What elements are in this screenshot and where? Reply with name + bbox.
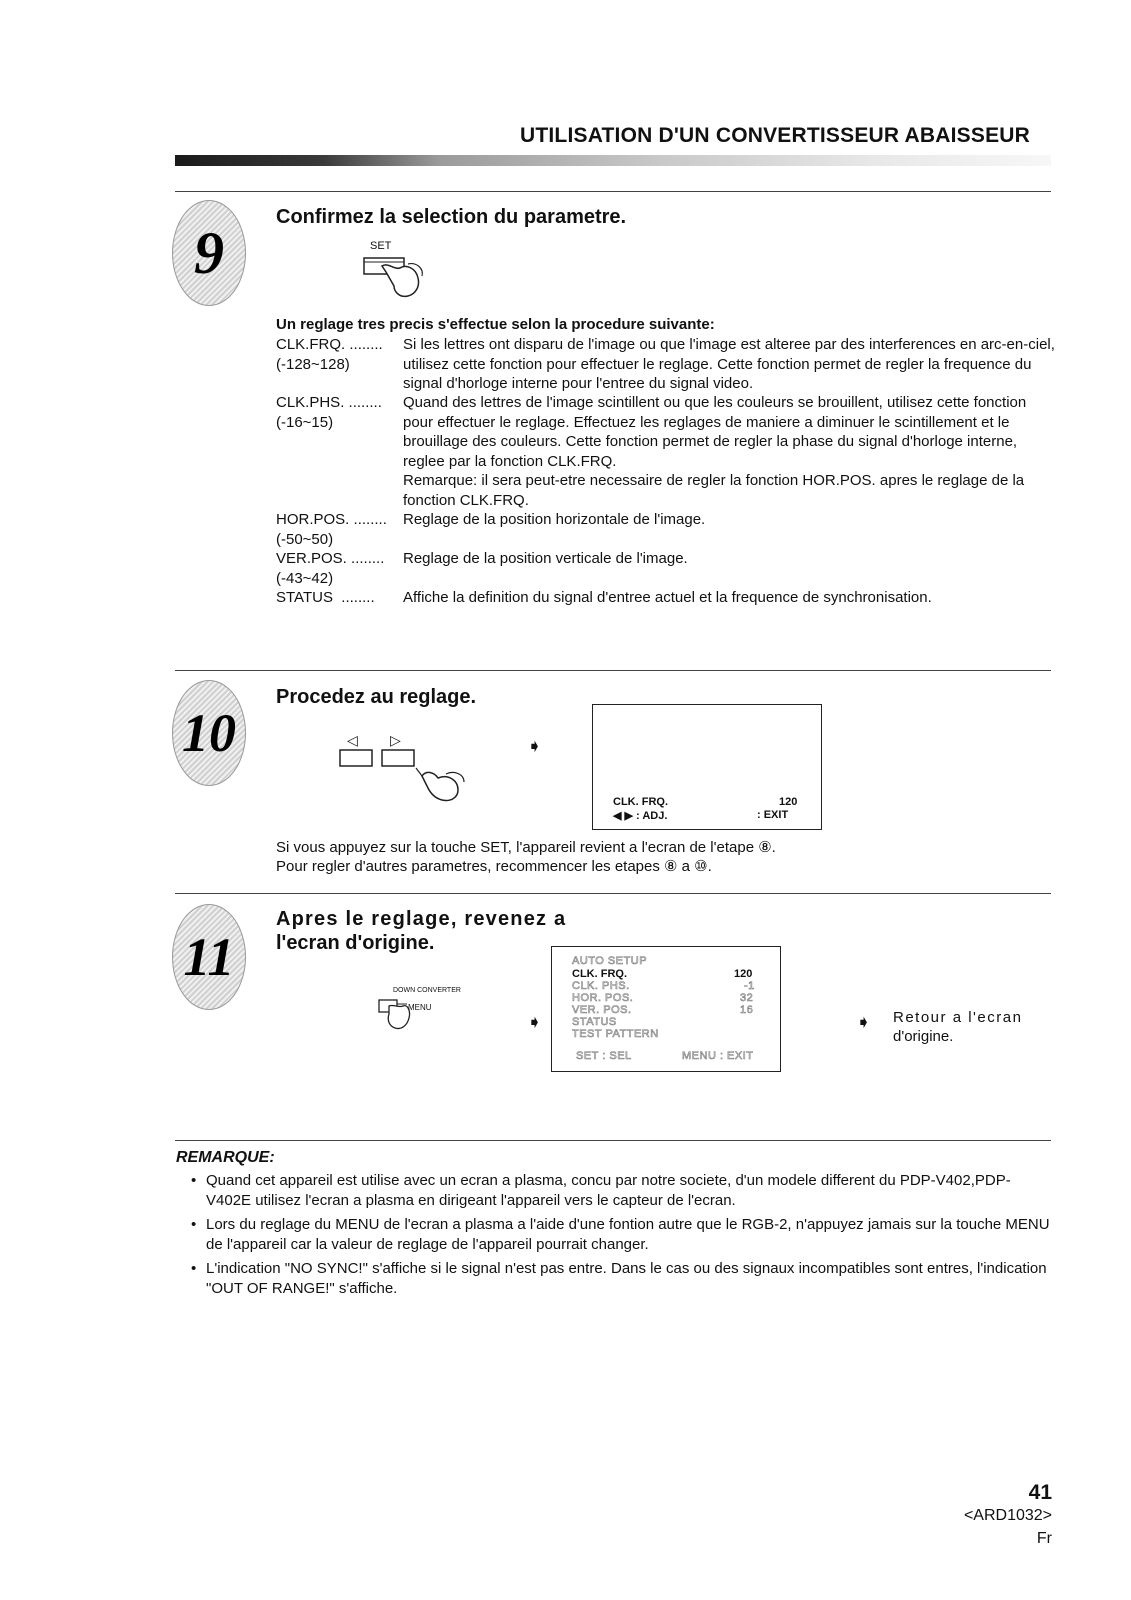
right-arrow-label: ▷	[390, 732, 401, 748]
remarque-text: Lors du reglage du MENU de l'ecran a plasma a l'aide d'une fontion autre que le RGB-2, n'appuyez jamais sur la touche MENU de l'appareil car la valeur de reglage de l'appareil pourrait changer.	[206, 1216, 1050, 1253]
menu-item-status: STATUS	[572, 1016, 617, 1028]
step-9-badge	[172, 200, 246, 306]
menu-value-clk-phs: -1	[744, 980, 755, 992]
step-11-badge	[172, 904, 246, 1010]
step-number: 9	[194, 219, 224, 286]
leader-dots: ........	[348, 394, 382, 411]
param-range: (-43~42)	[276, 569, 334, 587]
osd-item-label: CLK. FRQ.	[613, 796, 668, 808]
param-range: (-16~15)	[276, 413, 334, 431]
osd-item-value: 120	[779, 796, 798, 808]
menu-item-auto-setup: AUTO SETUP	[572, 955, 648, 967]
param-note: Remarque: il sera peut-etre necessaire de regler la fonction HOR.POS. apres le reglage de la fonction CLK.FRQ.	[403, 472, 1025, 509]
param-range: (-50~50)	[276, 530, 334, 548]
leader-dots: ........	[353, 511, 387, 528]
remarque-text: L'indication "NO SYNC!" s'affiche si le signal n'est pas entre. Dans le cas ou des signaux incompatibles sont entres, l'indication "OUT OF RANGE!" s'affiche.	[206, 1260, 1047, 1297]
osd-adj-hint: ◀ ▶ : ADJ.	[613, 810, 668, 822]
leader-dots: ........	[341, 589, 375, 606]
divider	[175, 191, 1051, 192]
menu-item-hor-pos: HOR. POS.	[572, 992, 634, 1004]
remarque-text: Quand cet appareil est utilise avec un ecran a plasma, concu par notre societe, d'un modele different du PDP-V402,PDP-V402E utilisez l'ecran a plasma en dirigeant l'appareil vers le capteur de l'ecran.	[206, 1172, 1011, 1209]
osd-main-menu	[551, 946, 781, 1072]
menu-item-test-pattern: TEST PATTERN	[572, 1028, 659, 1040]
menu-footer-sel: SET : SEL	[576, 1050, 632, 1062]
step-10-note-2: Pour regler d'autres parametres, recommencer les etapes ⑧ a ⑩.	[276, 858, 712, 875]
set-button-press-icon	[360, 252, 440, 304]
step-number: 11	[183, 927, 235, 987]
param-name: CLK.PHS.	[276, 394, 345, 411]
divider	[175, 1140, 1051, 1141]
step-10-badge	[172, 680, 246, 786]
return-text-line-2: d'origine.	[893, 1028, 954, 1045]
remarque-bullet: • L'indication "NO SYNC!" s'affiche si le signal n'est pas entre. Dans le cas ou des signaux incompatibles sont entres, l'indication "OUT OF RANGE!" s'affiche.	[191, 1259, 1055, 1298]
param-name: CLK.FRQ.	[276, 336, 346, 353]
param-range: (-128~128)	[276, 355, 350, 373]
header-gradient-bar	[175, 155, 1051, 166]
param-description: Reglage de la position horizontale de l'image.	[403, 511, 706, 528]
param-description: Reglage de la position verticale de l'image.	[403, 550, 688, 567]
step-11-title-line-2: l'ecran d'origine.	[276, 932, 435, 954]
param-description: Affiche la definition du signal d'entree actuel et la frequence de synchronisation.	[403, 589, 932, 606]
param-description: Si les lettres ont disparu de l'image ou que l'image est alteree par des interferences en arc-en-ciel, utilisez cette fonction pour effectuer le reglage. Cette fonction permet de regler la frequence du signal d'horloge interne pour l'entree du signal video.	[403, 336, 1055, 392]
menu-footer-exit: MENU : EXIT	[682, 1050, 754, 1062]
param-description: Quand des lettres de l'image scintillent ou que les couleurs se brouillent, utilisez cette fonction pour effectuer le reglage. Effectuez les reglages de maniere a diminuer le scintillement et le brouillage des couleurs. Cette fonction permet de regler la phase du signal d'horloge interne, reglee par la fonction CLK.FRQ.	[403, 394, 1027, 470]
step-9-title: Confirmez la selection du parametre.	[276, 206, 627, 228]
menu-item-clk-frq: CLK. FRQ.	[572, 968, 627, 980]
step-10-note-1: Si vous appuyez sur la touche SET, l'appareil revient a l'ecran de l'etape ⑧.	[276, 839, 776, 856]
osd-adjust-screen	[592, 704, 822, 830]
param-name: HOR.POS.	[276, 511, 350, 528]
step-10-title: Procedez au reglage.	[276, 686, 477, 708]
menu-button-label: MENU	[408, 1003, 432, 1012]
param-name: VER.POS.	[276, 550, 347, 567]
menu-item-ver-pos: VER. POS.	[572, 1004, 632, 1016]
menu-value-clk-frq: 120	[734, 968, 753, 980]
remarque-bullet: • Quand cet appareil est utilise avec un ecran a plasma, concu par notre societe, d'un modele different du PDP-V402,PDP-V402E utilisez l'ecran a plasma en dirigeant l'appareil vers le capteur de l'ecran.	[191, 1171, 1055, 1210]
right-arrow-icon: ➧	[527, 1012, 543, 1032]
left-arrow-label: ◁	[347, 732, 358, 748]
param-name: STATUS	[276, 589, 333, 606]
menu-item-clk-phs: CLK. PHS.	[572, 980, 630, 992]
language-code: Fr	[1036, 1530, 1052, 1547]
leader-dots: ........	[351, 550, 385, 567]
leader-dots: ........	[349, 336, 383, 353]
menu-value-ver-pos: 16	[740, 1004, 754, 1016]
right-arrow-icon: ➧	[527, 736, 543, 756]
right-arrow-icon: ➧	[856, 1012, 872, 1032]
page-header-title: UTILISATION D'UN CONVERTISSEUR ABAISSEUR	[520, 124, 1031, 147]
left-right-buttons-press-icon	[336, 746, 476, 804]
step-11-title-line-1: Apres le reglage, revenez a	[276, 908, 567, 930]
step-number: 10	[182, 703, 236, 763]
return-text-line-1: Retour a l'ecran	[893, 1009, 1023, 1026]
osd-exit-hint: : EXIT	[757, 809, 789, 821]
page-number: 41	[1028, 1481, 1052, 1504]
down-converter-label: DOWN CONVERTER	[393, 987, 461, 994]
procedure-intro: Un reglage tres precis s'effectue selon la procedure suivante:	[276, 316, 715, 333]
remarque-bullet: • Lors du reglage du MENU de l'ecran a plasma a l'aide d'une fontion autre que le RGB-2, n'appuyez jamais sur la touche MENU de l'appareil car la valeur de reglage de l'appareil pourrait changer.	[191, 1215, 1055, 1254]
divider	[175, 893, 1051, 894]
divider	[175, 670, 1051, 671]
document-code: <ARD1032>	[963, 1507, 1052, 1524]
menu-value-hor-pos: 32	[740, 992, 754, 1004]
remarque-title: REMARQUE:	[176, 1149, 275, 1166]
set-button-label: SET	[370, 240, 392, 252]
